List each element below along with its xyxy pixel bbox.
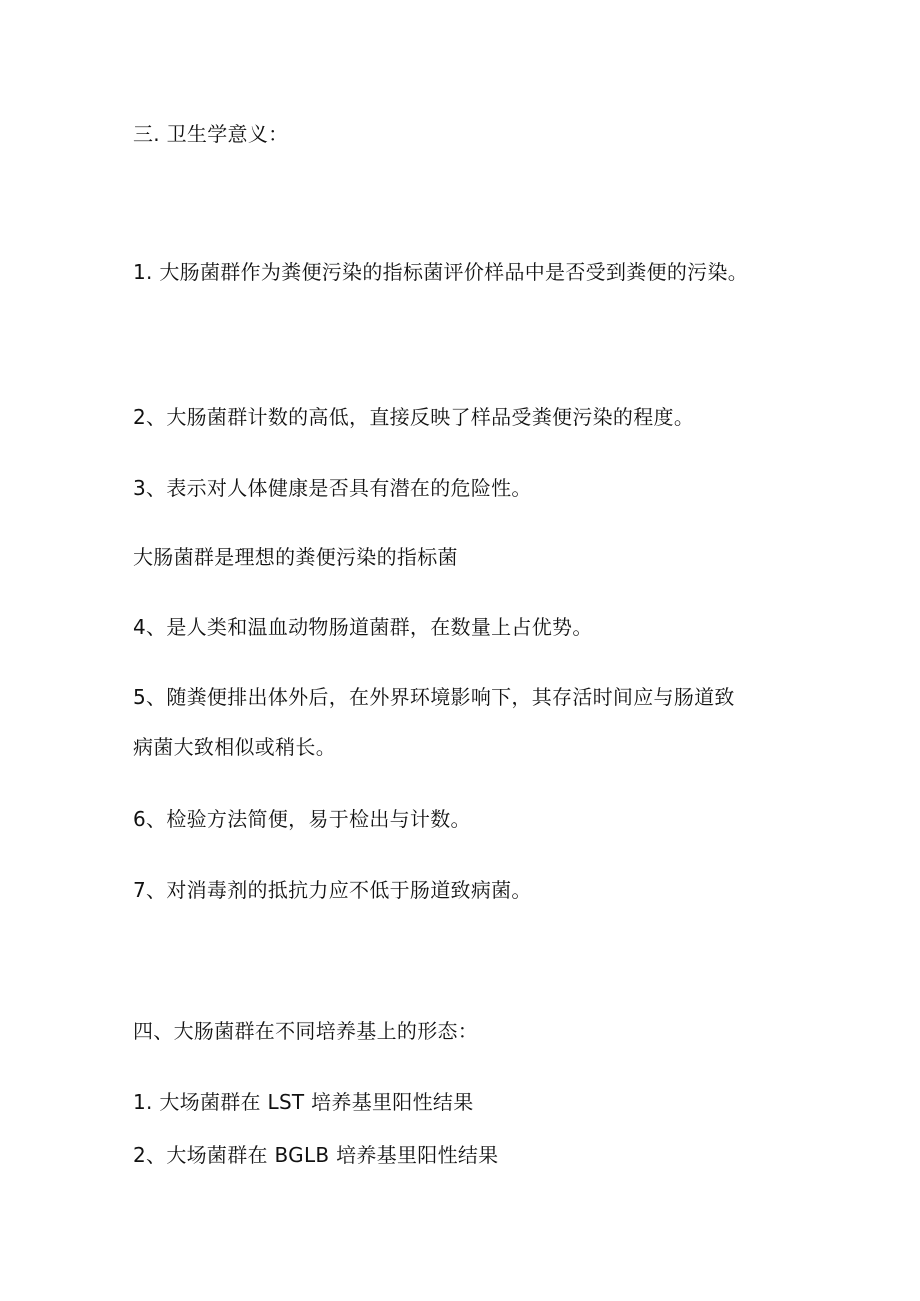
section-3-item-2: 2、大肠菌群计数的高低，直接反映了样品受粪便污染的程度。	[133, 405, 695, 429]
section-4-item-2: 2、大场菌群在 BGLB 培养基里阳性结果	[133, 1143, 499, 1167]
section-3-item-6: 6、检验方法简便，易于检出与计数。	[133, 807, 471, 831]
section-3-item-4: 4、是人类和温血动物肠道菌群，在数量上占优势。	[133, 615, 593, 639]
section-3-item-1: 1. 大肠菌群作为粪便污染的指标菌评价样品中是否受到粪便的污染。	[133, 260, 749, 284]
section-4-item-1: 1. 大场菌群在 LST 培养基里阳性结果	[133, 1090, 474, 1114]
ideal-indicator-heading: 大肠菌群是理想的粪便污染的指标菌	[133, 545, 458, 569]
section-3-item-5-line-1: 5、随粪便排出体外后，在外界环境影响下，其存活时间应与肠道致	[133, 685, 735, 709]
section-4-heading: 四、大肠菌群在不同培养基上的形态：	[133, 1019, 479, 1043]
section-3-item-3: 3、表示对人体健康是否具有潜在的危险性。	[133, 476, 532, 500]
section-3-heading: 三. 卫生学意义：	[133, 122, 289, 146]
section-3-item-5-line-2: 病菌大致相似或稍长。	[133, 735, 336, 759]
section-3-item-7: 7、对消毒剂的抵抗力应不低于肠道致病菌。	[133, 878, 532, 902]
